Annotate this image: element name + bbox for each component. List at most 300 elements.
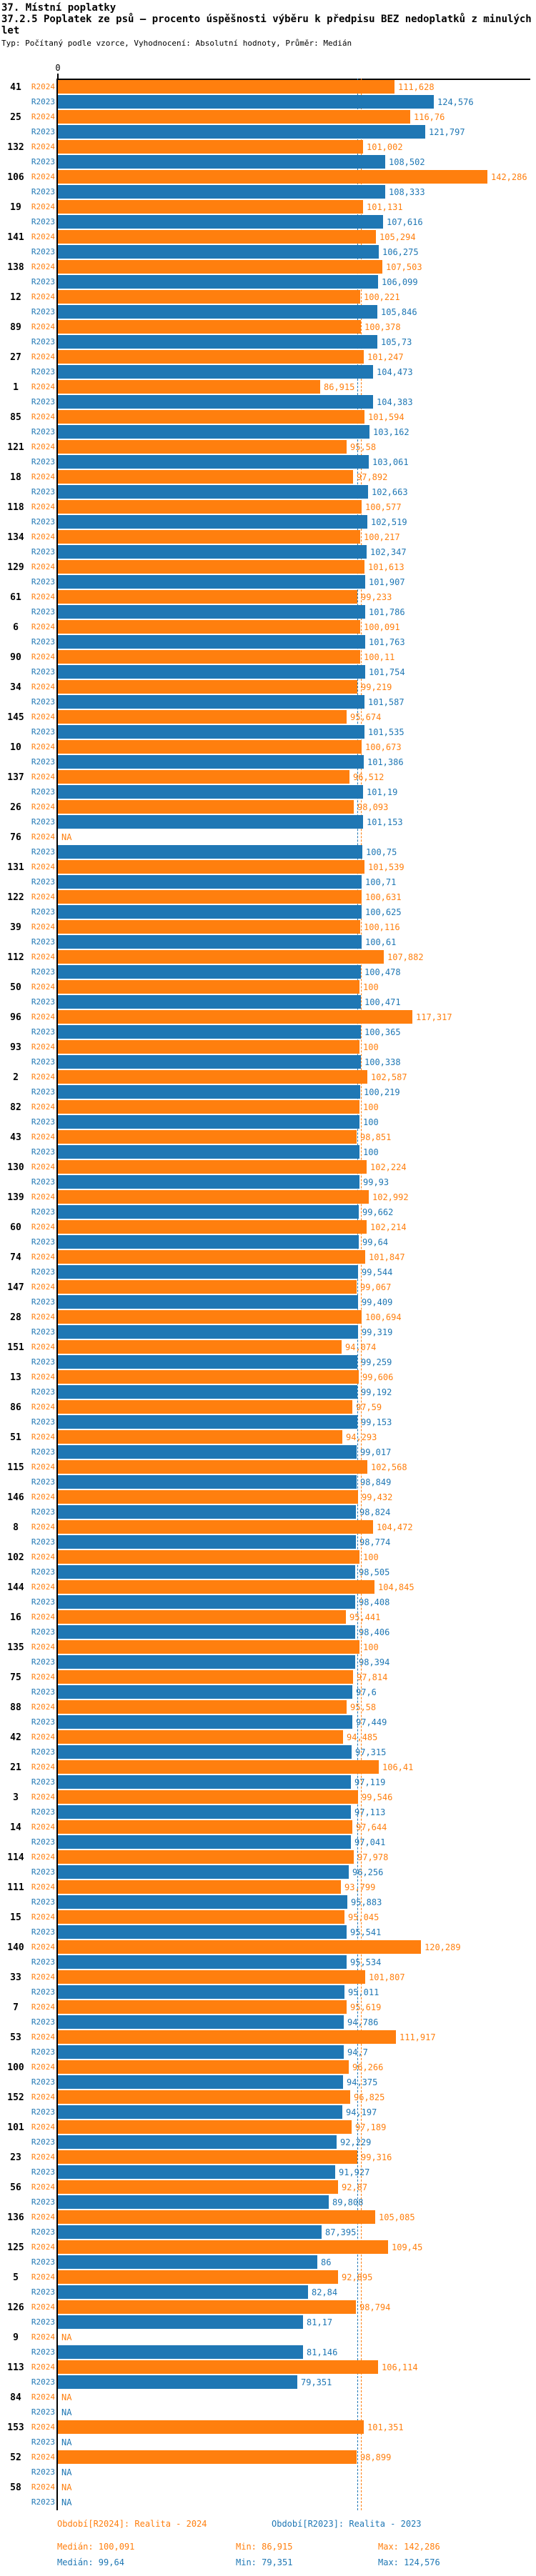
value-label-r2024: 101,002 <box>367 142 403 152</box>
chart-row <box>0 1790 536 1820</box>
bar-r2023 <box>58 2225 322 2239</box>
value-label-r2024: 98,794 <box>359 2302 391 2312</box>
series-label-r2023: R2023 <box>31 217 55 226</box>
group-id-label: 141 <box>7 232 24 243</box>
group-id-label: 50 <box>10 982 21 993</box>
series-label-r2024: R2024 <box>31 1552 55 1562</box>
chart-row <box>0 440 536 470</box>
series-label-r2024: R2024 <box>31 682 55 692</box>
series-label-r2024: R2024 <box>31 172 55 181</box>
value-label-r2023: 97,6 <box>356 1687 377 1697</box>
chart-row <box>0 1460 536 1490</box>
chart-row <box>0 1220 536 1250</box>
value-label-r2024: 107,882 <box>387 952 424 962</box>
bar-r2023 <box>58 785 363 799</box>
bar-r2024 <box>58 1850 354 1864</box>
group-id-label: 96 <box>10 1012 21 1023</box>
value-label-r2024: 100 <box>363 1102 379 1112</box>
chart-row <box>0 530 536 560</box>
chart-row <box>0 200 536 230</box>
value-label-r2023: 97,449 <box>356 1717 387 1727</box>
series-label-r2023: R2023 <box>31 1687 55 1697</box>
bar-r2024 <box>58 2120 352 2134</box>
chart-row <box>0 560 536 590</box>
group-id-label: 112 <box>7 952 24 963</box>
value-label-r2023: 104,383 <box>377 397 413 407</box>
value-label-r2024: 101,351 <box>367 2422 404 2432</box>
chart-row <box>0 1490 536 1520</box>
value-label-r2024: 104,472 <box>377 1522 413 1532</box>
bar-r2023 <box>58 1085 360 1099</box>
group-id-label: 82 <box>10 1102 21 1113</box>
chart-row <box>0 740 536 770</box>
series-label-r2023: R2023 <box>31 1927 55 1937</box>
chart-row <box>0 860 536 890</box>
value-label-r2023: NA <box>61 2497 72 2507</box>
value-label-r2024: 100 <box>363 1642 379 1652</box>
chart-row <box>0 2150 536 2180</box>
bar-r2024 <box>58 290 360 304</box>
series-label-r2024: R2024 <box>31 1222 55 1232</box>
series-label-r2024: R2024 <box>31 802 55 812</box>
series-label-r2023: R2023 <box>31 1417 55 1427</box>
value-label-r2024: 100,378 <box>364 322 401 332</box>
series-label-r2024: R2024 <box>31 2392 55 2402</box>
bar-r2023 <box>58 1775 351 1789</box>
bar-r2023 <box>58 665 365 679</box>
series-label-r2023: R2023 <box>31 427 55 436</box>
value-label-r2024: 95,58 <box>350 1702 377 1712</box>
value-label-r2023: 101,153 <box>367 817 403 827</box>
series-label-r2024: R2024 <box>31 2482 55 2492</box>
group-id-label: 136 <box>7 2212 24 2223</box>
group-id-label: 76 <box>10 832 21 843</box>
value-label-r2024: 102,224 <box>370 1162 407 1172</box>
group-id-label: 100 <box>7 2062 24 2073</box>
bar-r2024 <box>58 200 363 214</box>
value-label-r2023: 99,544 <box>362 1267 393 1277</box>
bar-r2024 <box>58 1040 359 1054</box>
series-label-r2023: R2023 <box>31 1897 55 1907</box>
series-label-r2023: R2023 <box>31 907 55 917</box>
bar-r2023 <box>58 1355 357 1369</box>
group-id-label: 121 <box>7 442 24 453</box>
legend-period-r2023: Období[R2023]: Realita - 2023 <box>272 2519 422 2529</box>
group-id-label: 6 <box>13 622 19 633</box>
value-label-r2023: 99,93 <box>363 1177 389 1187</box>
group-id-label: 145 <box>7 712 24 723</box>
series-label-r2024: R2024 <box>31 862 55 872</box>
group-id-label: 7 <box>13 2002 19 2013</box>
chart-row <box>0 320 536 350</box>
value-label-r2024: NA <box>61 2392 72 2402</box>
chart-row <box>0 710 536 740</box>
chart-row <box>0 620 536 650</box>
value-label-r2023: 100,71 <box>365 877 397 887</box>
series-label-r2023: R2023 <box>31 157 55 166</box>
series-label-r2024: R2024 <box>31 1342 55 1352</box>
value-label-r2024: 102,568 <box>371 1462 407 1472</box>
group-id-label: 13 <box>10 1372 21 1383</box>
bar-r2023 <box>58 1535 356 1549</box>
group-id-label: 139 <box>7 1192 24 1203</box>
group-id-label: 130 <box>7 1162 24 1173</box>
series-label-r2024: R2024 <box>31 382 55 391</box>
value-label-r2023: 105,846 <box>381 307 417 317</box>
group-id-label: 14 <box>10 1822 21 1833</box>
group-id-label: 27 <box>10 352 21 363</box>
value-label-r2023: 98,824 <box>359 1507 391 1517</box>
bar-r2024 <box>58 2420 364 2434</box>
value-label-r2023: 96,256 <box>352 1867 384 1877</box>
value-label-r2023: 100,625 <box>365 907 402 917</box>
value-label-r2023: 101,786 <box>369 607 405 617</box>
value-label-r2024: 100,577 <box>365 502 402 512</box>
chart-row <box>0 110 536 140</box>
chart-row <box>0 1520 536 1550</box>
bar-r2024 <box>58 890 362 904</box>
series-label-r2023: R2023 <box>31 727 55 737</box>
series-label-r2024: R2024 <box>31 1732 55 1742</box>
value-label-r2023: 100 <box>363 1147 379 1157</box>
bar-r2023 <box>58 1745 352 1759</box>
bar-r2024 <box>58 380 320 394</box>
chart-row <box>0 2450 536 2480</box>
chart-row <box>0 260 536 290</box>
bar-r2023 <box>58 1565 355 1579</box>
series-label-r2023: R2023 <box>31 277 55 286</box>
bar-r2024 <box>58 800 354 814</box>
value-label-r2023: 87,395 <box>325 2227 357 2237</box>
series-label-r2023: R2023 <box>31 1477 55 1487</box>
series-label-r2024: R2024 <box>31 292 55 301</box>
value-label-r2023: NA <box>61 2407 72 2417</box>
value-label-r2024: 97,59 <box>356 1402 382 1412</box>
series-label-r2023: R2023 <box>31 2407 55 2417</box>
series-label-r2024: R2024 <box>31 1912 55 1922</box>
group-id-label: 18 <box>10 472 21 483</box>
chart-row <box>0 230 536 260</box>
bar-r2023 <box>58 185 385 199</box>
value-label-r2023: 98,505 <box>359 1567 390 1577</box>
series-label-r2024: R2024 <box>31 202 55 211</box>
bar-r2024 <box>58 1250 365 1264</box>
series-label-r2024: R2024 <box>31 2302 55 2312</box>
bar-r2023 <box>58 2075 343 2089</box>
series-label-r2023: R2023 <box>31 2377 55 2387</box>
series-label-r2023: R2023 <box>31 97 55 106</box>
chart-row <box>0 1370 536 1400</box>
series-label-r2023: R2023 <box>31 2137 55 2147</box>
bar-r2023 <box>58 395 373 409</box>
series-label-r2024: R2024 <box>31 742 55 752</box>
series-label-r2024: R2024 <box>31 502 55 511</box>
axis-zero-label: 0 <box>55 63 61 73</box>
series-label-r2024: R2024 <box>31 2152 55 2162</box>
value-label-r2024: 142,286 <box>491 172 527 182</box>
series-label-r2023: R2023 <box>31 1507 55 1517</box>
chart-row <box>0 920 536 950</box>
chart-row <box>0 2210 536 2240</box>
value-label-r2024: 102,587 <box>371 1072 407 1082</box>
bar-r2023 <box>58 95 434 109</box>
legend-r2024-min: Min: 86,915 <box>236 2542 293 2552</box>
bar-r2023 <box>58 545 367 559</box>
group-id-label: 25 <box>10 112 21 123</box>
chart-subtitle: 37.2.5 Poplatek ze psů – procento úspěšnosti výběru k předpisu BEZ nedoplatků z minulých let <box>1 14 532 36</box>
value-label-r2024: 97,978 <box>357 1852 389 1862</box>
group-id-label: 9 <box>13 2332 19 2343</box>
value-label-r2023: 98,774 <box>359 1537 391 1547</box>
bar-r2023 <box>58 965 361 979</box>
chart-row <box>0 350 536 380</box>
group-id-label: 26 <box>10 802 21 813</box>
group-id-label: 56 <box>10 2182 21 2193</box>
bar-r2023 <box>58 725 364 739</box>
value-label-r2024: 99,316 <box>361 2152 392 2162</box>
series-label-r2023: R2023 <box>31 1597 55 1607</box>
series-label-r2024: R2024 <box>31 952 55 962</box>
bar-r2023 <box>58 1865 349 1879</box>
legend-period-r2024: Období[R2024]: Realita - 2024 <box>57 2519 207 2529</box>
chart-row <box>0 1760 536 1790</box>
bar-r2024 <box>58 1460 367 1474</box>
value-label-r2024: 97,814 <box>357 1672 388 1682</box>
chart-row <box>0 140 536 170</box>
bar-r2023 <box>58 1715 352 1729</box>
value-label-r2023: 95,011 <box>348 1987 379 1997</box>
bar-r2024 <box>58 1220 367 1234</box>
series-label-r2024: R2024 <box>31 2122 55 2132</box>
value-label-r2023: 81,17 <box>307 2317 333 2327</box>
bar-r2024 <box>58 230 376 244</box>
bar-r2024 <box>58 740 362 754</box>
group-id-label: 125 <box>7 2242 24 2253</box>
value-label-r2023: 99,153 <box>361 1417 392 1427</box>
bar-r2023 <box>58 695 364 709</box>
group-id-label: 52 <box>10 2452 21 2463</box>
bar-r2024 <box>58 2150 357 2164</box>
bar-r2024 <box>58 860 364 874</box>
series-label-r2024: R2024 <box>31 622 55 631</box>
group-id-label: 15 <box>10 1912 21 1923</box>
group-id-label: 140 <box>7 1942 24 1953</box>
series-label-r2023: R2023 <box>31 2347 55 2357</box>
chart-row <box>0 890 536 920</box>
bar-r2024 <box>58 1730 343 1744</box>
value-label-r2023: 98,406 <box>359 1627 390 1637</box>
series-label-r2023: R2023 <box>31 697 55 707</box>
bar-r2024 <box>58 1610 346 1624</box>
series-label-r2023: R2023 <box>31 367 55 376</box>
value-label-r2024: 98,899 <box>360 2452 392 2462</box>
series-label-r2024: R2024 <box>31 652 55 662</box>
chart-row <box>0 380 536 410</box>
bar-r2023 <box>58 515 367 529</box>
bar-r2024 <box>58 1400 352 1414</box>
series-label-r2024: R2024 <box>31 472 55 481</box>
value-label-r2023: 121,797 <box>429 127 465 137</box>
legend-r2023-min: Min: 79,351 <box>236 2557 293 2567</box>
series-label-r2024: R2024 <box>31 2272 55 2282</box>
bar-r2024 <box>58 1640 359 1654</box>
group-id-label: 3 <box>13 1792 19 1803</box>
group-id-label: 60 <box>10 1222 21 1233</box>
bar-r2023 <box>58 1175 359 1189</box>
bar-r2024 <box>58 1340 342 1354</box>
bar-r2023 <box>58 1655 355 1669</box>
chart-row <box>0 1130 536 1160</box>
group-id-label: 88 <box>10 1702 21 1713</box>
series-label-r2024: R2024 <box>31 1492 55 1502</box>
value-label-r2024: 96,266 <box>352 2062 384 2072</box>
group-id-label: 85 <box>10 412 21 423</box>
value-label-r2024: 117,317 <box>416 1012 452 1022</box>
chart-row <box>0 1730 536 1760</box>
series-label-r2023: R2023 <box>31 1777 55 1787</box>
series-label-r2023: R2023 <box>31 1867 55 1877</box>
chart-row <box>0 410 536 440</box>
group-id-label: 5 <box>13 2272 19 2283</box>
group-id-label: 144 <box>7 1582 24 1593</box>
bar-r2023 <box>58 305 377 319</box>
group-id-label: 102 <box>7 1552 24 1563</box>
series-label-r2023: R2023 <box>31 757 55 767</box>
bar-r2023 <box>58 755 364 769</box>
value-label-r2024: 98,093 <box>357 802 389 812</box>
chart-row <box>0 2060 536 2090</box>
series-label-r2024: R2024 <box>31 1972 55 1982</box>
bar-r2024 <box>58 1010 412 1024</box>
group-id-label: 43 <box>10 1132 21 1143</box>
series-label-r2023: R2023 <box>31 2047 55 2057</box>
value-label-r2023: 99,017 <box>360 1447 392 1457</box>
bar-r2024 <box>58 1190 369 1204</box>
value-label-r2023: 99,409 <box>362 1297 393 1307</box>
value-label-r2023: 101,907 <box>369 577 405 587</box>
series-label-r2024: R2024 <box>31 1102 55 1112</box>
value-label-r2023: 101,754 <box>369 667 405 677</box>
value-label-r2023: 89,808 <box>332 2197 364 2207</box>
series-label-r2024: R2024 <box>31 1642 55 1652</box>
bar-r2024 <box>58 110 410 124</box>
value-label-r2023: 100,61 <box>365 937 397 947</box>
series-label-r2024: R2024 <box>31 442 55 451</box>
chart-row <box>0 2480 536 2510</box>
value-label-r2023: NA <box>61 2437 72 2447</box>
bar-r2023 <box>58 995 361 1009</box>
bar-r2024 <box>58 1700 347 1714</box>
series-label-r2023: R2023 <box>31 667 55 677</box>
series-label-r2024: R2024 <box>31 412 55 421</box>
series-label-r2024: R2024 <box>31 1582 55 1592</box>
chart-row <box>0 1940 536 1970</box>
series-label-r2024: R2024 <box>31 2182 55 2192</box>
group-id-label: 53 <box>10 2032 21 2043</box>
series-label-r2023: R2023 <box>31 127 55 136</box>
chart-row <box>0 1160 536 1190</box>
legend-r2024-median: Medián: 100,091 <box>57 2542 135 2552</box>
bar-r2024 <box>58 620 360 634</box>
group-id-label: 152 <box>7 2092 24 2103</box>
chart-row <box>0 1310 536 1340</box>
bar-r2023 <box>58 2285 308 2299</box>
series-label-r2024: R2024 <box>31 1282 55 1292</box>
value-label-r2024: 99,546 <box>362 1792 393 1802</box>
value-label-r2023: 101,535 <box>368 727 405 737</box>
value-label-r2024: 95,619 <box>350 2002 382 2012</box>
series-label-r2023: R2023 <box>31 487 55 496</box>
bar-r2024 <box>58 2270 338 2284</box>
bar-r2023 <box>58 365 373 379</box>
bar-r2024 <box>58 1070 367 1084</box>
series-label-r2023: R2023 <box>31 1537 55 1547</box>
bar-r2024 <box>58 1280 357 1294</box>
group-id-label: 21 <box>10 1762 21 1773</box>
chart-row <box>0 1640 536 1670</box>
bar-r2024 <box>58 2240 388 2254</box>
value-label-r2024: 99,233 <box>361 592 392 602</box>
value-label-r2024: NA <box>61 2332 72 2342</box>
value-label-r2024: 97,892 <box>357 472 388 482</box>
bar-r2024 <box>58 1160 367 1174</box>
value-label-r2023: 124,576 <box>437 97 474 107</box>
bar-r2023 <box>58 1415 357 1429</box>
group-id-label: 51 <box>10 1432 21 1443</box>
bar-r2024 <box>58 470 353 484</box>
group-id-label: 23 <box>10 2152 21 2163</box>
chart-row <box>0 2240 536 2270</box>
series-label-r2023: R2023 <box>31 1177 55 1187</box>
chart-row <box>0 830 536 860</box>
value-label-r2024: 96,512 <box>353 772 384 782</box>
bar-r2024 <box>58 950 384 964</box>
chart-title: 37. Místní poplatky <box>1 2 116 14</box>
group-id-label: 19 <box>10 202 21 213</box>
value-label-r2023: 101,19 <box>367 787 398 797</box>
group-id-label: 90 <box>10 652 21 663</box>
value-label-r2023: 91,927 <box>339 2167 370 2177</box>
bar-r2023 <box>58 1595 355 1609</box>
series-label-r2024: R2024 <box>31 1192 55 1202</box>
value-label-r2023: 98,394 <box>359 1657 390 1667</box>
series-label-r2023: R2023 <box>31 787 55 797</box>
value-label-r2023: 99,64 <box>362 1237 389 1247</box>
bar-r2024 <box>58 710 347 724</box>
series-label-r2023: R2023 <box>31 2227 55 2237</box>
chart-row <box>0 680 536 710</box>
value-label-r2023: 94,375 <box>347 2077 378 2087</box>
chart-row <box>0 2000 536 2030</box>
series-label-r2023: R2023 <box>31 2287 55 2297</box>
series-label-r2024: R2024 <box>31 1612 55 1622</box>
series-label-r2024: R2024 <box>31 1312 55 1322</box>
value-label-r2024: 92,895 <box>342 2272 373 2282</box>
chart-row <box>0 1820 536 1850</box>
value-label-r2023: 108,333 <box>389 187 425 197</box>
series-label-r2023: R2023 <box>31 1027 55 1037</box>
chart-row <box>0 950 536 980</box>
chart-row <box>0 1670 536 1700</box>
chart-row <box>0 290 536 320</box>
series-label-r2023: R2023 <box>31 1567 55 1577</box>
series-label-r2024: R2024 <box>31 2452 55 2462</box>
value-label-r2024: 86,915 <box>324 382 355 392</box>
bar-r2023 <box>58 1055 361 1069</box>
value-label-r2023: 102,519 <box>371 517 407 527</box>
series-label-r2024: R2024 <box>31 1162 55 1172</box>
chart-row <box>0 170 536 200</box>
